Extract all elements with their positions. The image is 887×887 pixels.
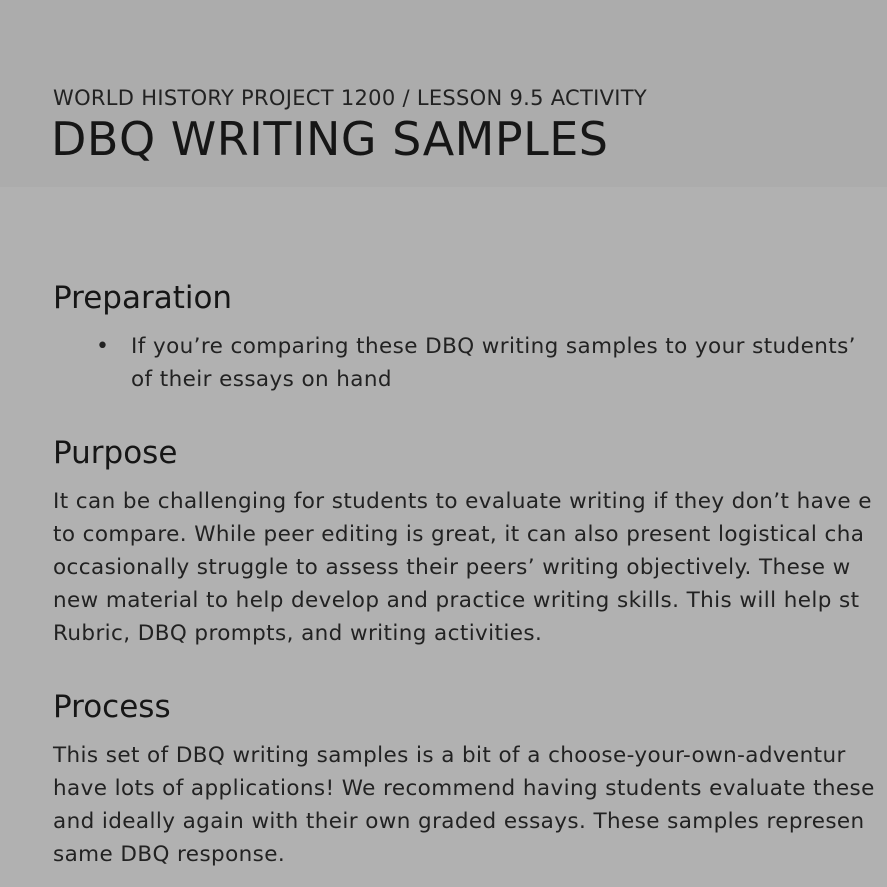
preparation-bullet [131, 330, 856, 396]
text-line: Rubric, DBQ prompts, and writing activities. [53, 621, 543, 646]
text-line: and ideally again with their own graded essays. These samples represen [53, 809, 865, 834]
text-line: occasionally struggle to assess their peers’ writing objectively. These w [53, 555, 851, 580]
lesson-eyebrow: WORLD HISTORY PROJECT 1200 / LESSON 9.5 ACTIVITY [53, 86, 648, 110]
process-paragraph [53, 739, 887, 871]
text-line: It can be challenging for students to evaluate writing if they don’t have e [53, 489, 872, 514]
preparation-heading: Preparation [53, 280, 233, 316]
process-heading: Process [53, 689, 171, 725]
text-line: This set of DBQ writing samples is a bit of a choose-your-own-adventur [53, 743, 846, 768]
bullet-marker: • [96, 334, 109, 359]
page-title: DBQ WRITING SAMPLES [51, 112, 609, 166]
text-line: have lots of applications! We recommend having students evaluate these [53, 776, 875, 801]
purpose-paragraph [53, 485, 887, 650]
text-line: of their essays on hand [131, 367, 392, 392]
text-line: to compare. While peer editing is great, it can also present logistical cha [53, 522, 865, 547]
text-line: same DBQ response. [53, 842, 286, 867]
purpose-heading: Purpose [53, 435, 178, 471]
text-line: new material to help develop and practice writing skills. This will help st [53, 588, 860, 613]
text-line: If you’re comparing these DBQ writing samples to your students’ [131, 334, 856, 359]
